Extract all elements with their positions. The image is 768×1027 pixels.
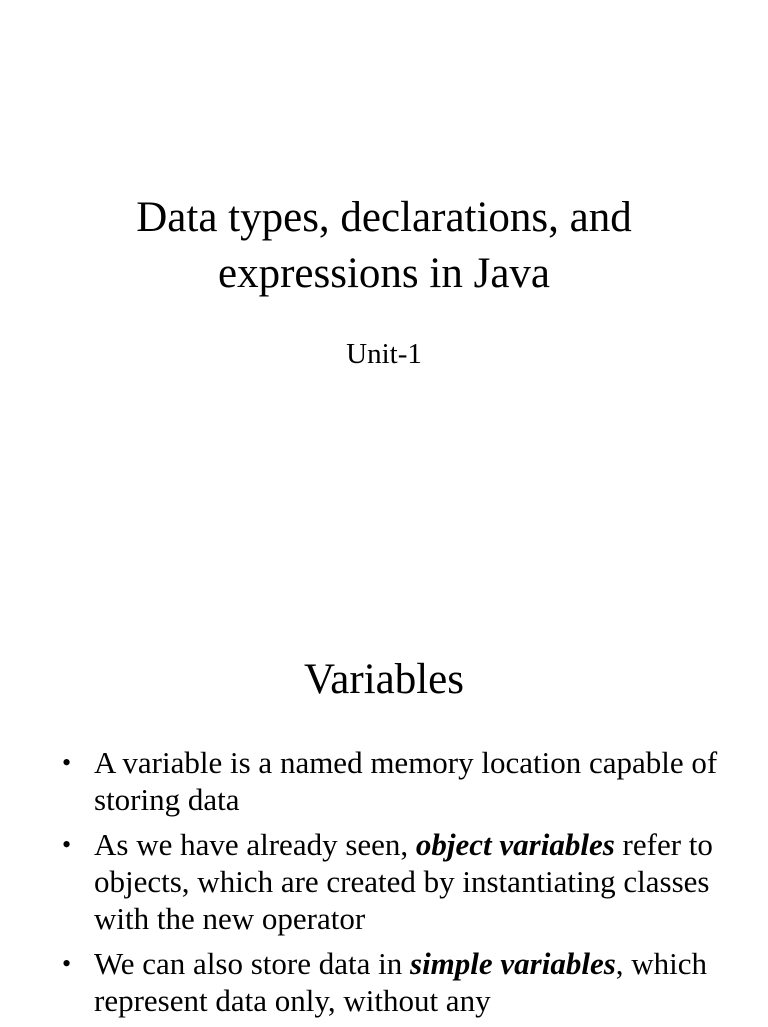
title-line-2: expressions in Java (218, 250, 550, 297)
bullet-item (60, 744, 720, 818)
title-line-1: Data types, declarations, and (136, 194, 632, 241)
bullet-list (60, 744, 720, 1027)
bullet-item (60, 826, 720, 937)
slide-subtitle: Unit-1 (346, 338, 422, 370)
bullet-item (60, 945, 720, 1019)
bullet-text: A variable is a named memory location capable of storing data (94, 745, 718, 817)
bullet-text-after: , which represent data only, without any (94, 946, 708, 1018)
slide-title (0, 190, 768, 302)
bullet-emphasis: object variables (415, 827, 615, 862)
slide-title: Variables (304, 656, 464, 703)
bullet-icon: • (62, 949, 72, 978)
bullet-text-before: We can also store data in (94, 946, 410, 981)
bullet-text-before: As we have already seen, (94, 827, 416, 862)
bullet-text-after: refer to objects, which are created by instantiating classes with the new operator (94, 827, 713, 936)
bullet-icon: • (62, 830, 72, 859)
bullet-emphasis: simple variables (410, 946, 616, 981)
bullet-icon: • (62, 748, 72, 777)
variables-slide (0, 576, 768, 1024)
